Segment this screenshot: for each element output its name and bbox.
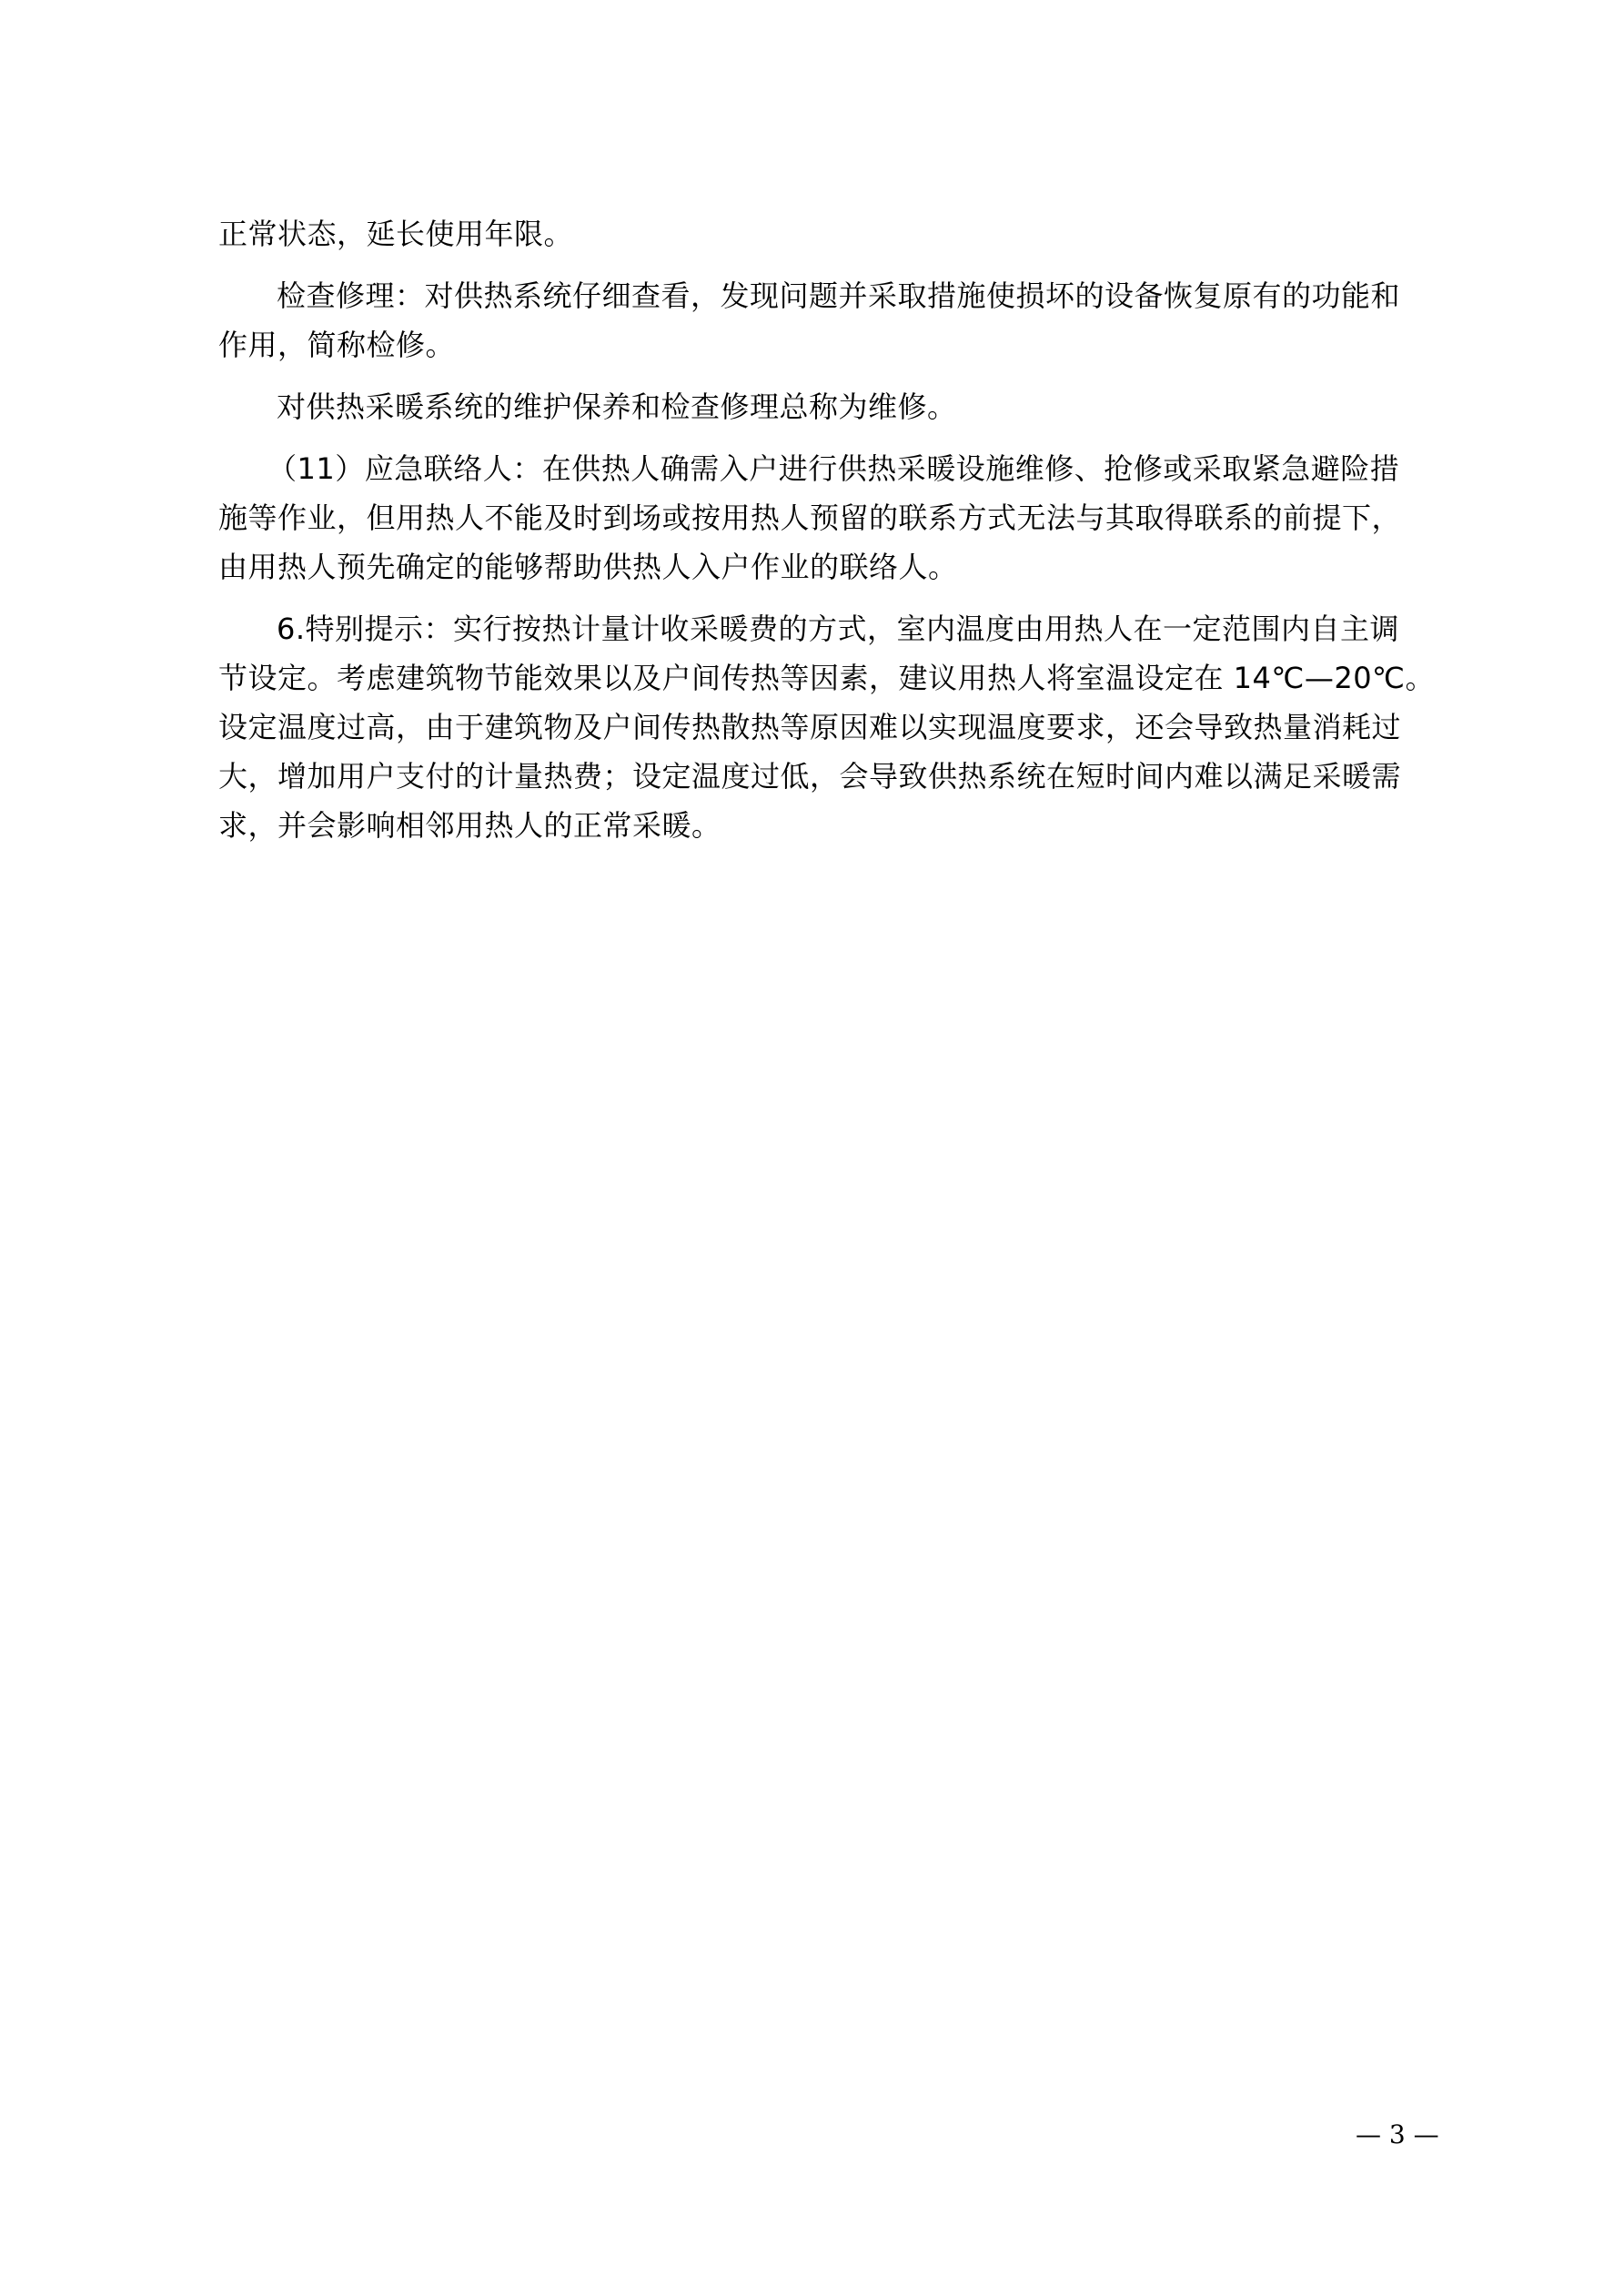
text-line: 设定温度过高，由于建筑物及户间传热散热等原因难以实现温度要求，还会导致热量消耗过 xyxy=(218,710,1402,744)
text-line: 对供热采暖系统的维护保养和检查修理总称为维修。 xyxy=(277,389,957,424)
body-text xyxy=(218,209,1437,850)
text-line: 施等作业，但用热人不能及时到场或按用热人预留的联系方式无法与其取得联系的前提下， xyxy=(218,501,1402,535)
text-line: 求，并会影响相邻用热人的正常采暖。 xyxy=(218,808,721,843)
text-line: 6.特别提示：实行按热计量计收采暖费的方式，室内温度由用热人在一定范围内自主调 xyxy=(277,612,1400,646)
text-line: 节设定。考虑建筑物节能效果以及户间传热等因素，建议用热人将室温设定在 14℃—20℃。 xyxy=(218,661,1435,695)
page-number: — 3 — xyxy=(1356,2119,1439,2149)
text-line: 正常状态，延长使用年限。 xyxy=(218,217,574,251)
text-line: 作用，简称检修。 xyxy=(218,328,456,362)
text-line: 由用热人预先确定的能够帮助供热人入户作业的联络人。 xyxy=(218,550,958,584)
text-line: （11）应急联络人：在供热人确需入户进行供热采暖设施维修、抢修或采取紧急避险措 xyxy=(267,451,1400,486)
text-line: 检查修理：对供热系统仔细查看，发现问题并采取措施使损坏的设备恢复原有的功能和 xyxy=(277,278,1401,313)
text-line: 大，增加用户支付的计量热费；设定温度过低，会导致供热系统在短时间内难以满足采暖需 xyxy=(218,759,1402,794)
